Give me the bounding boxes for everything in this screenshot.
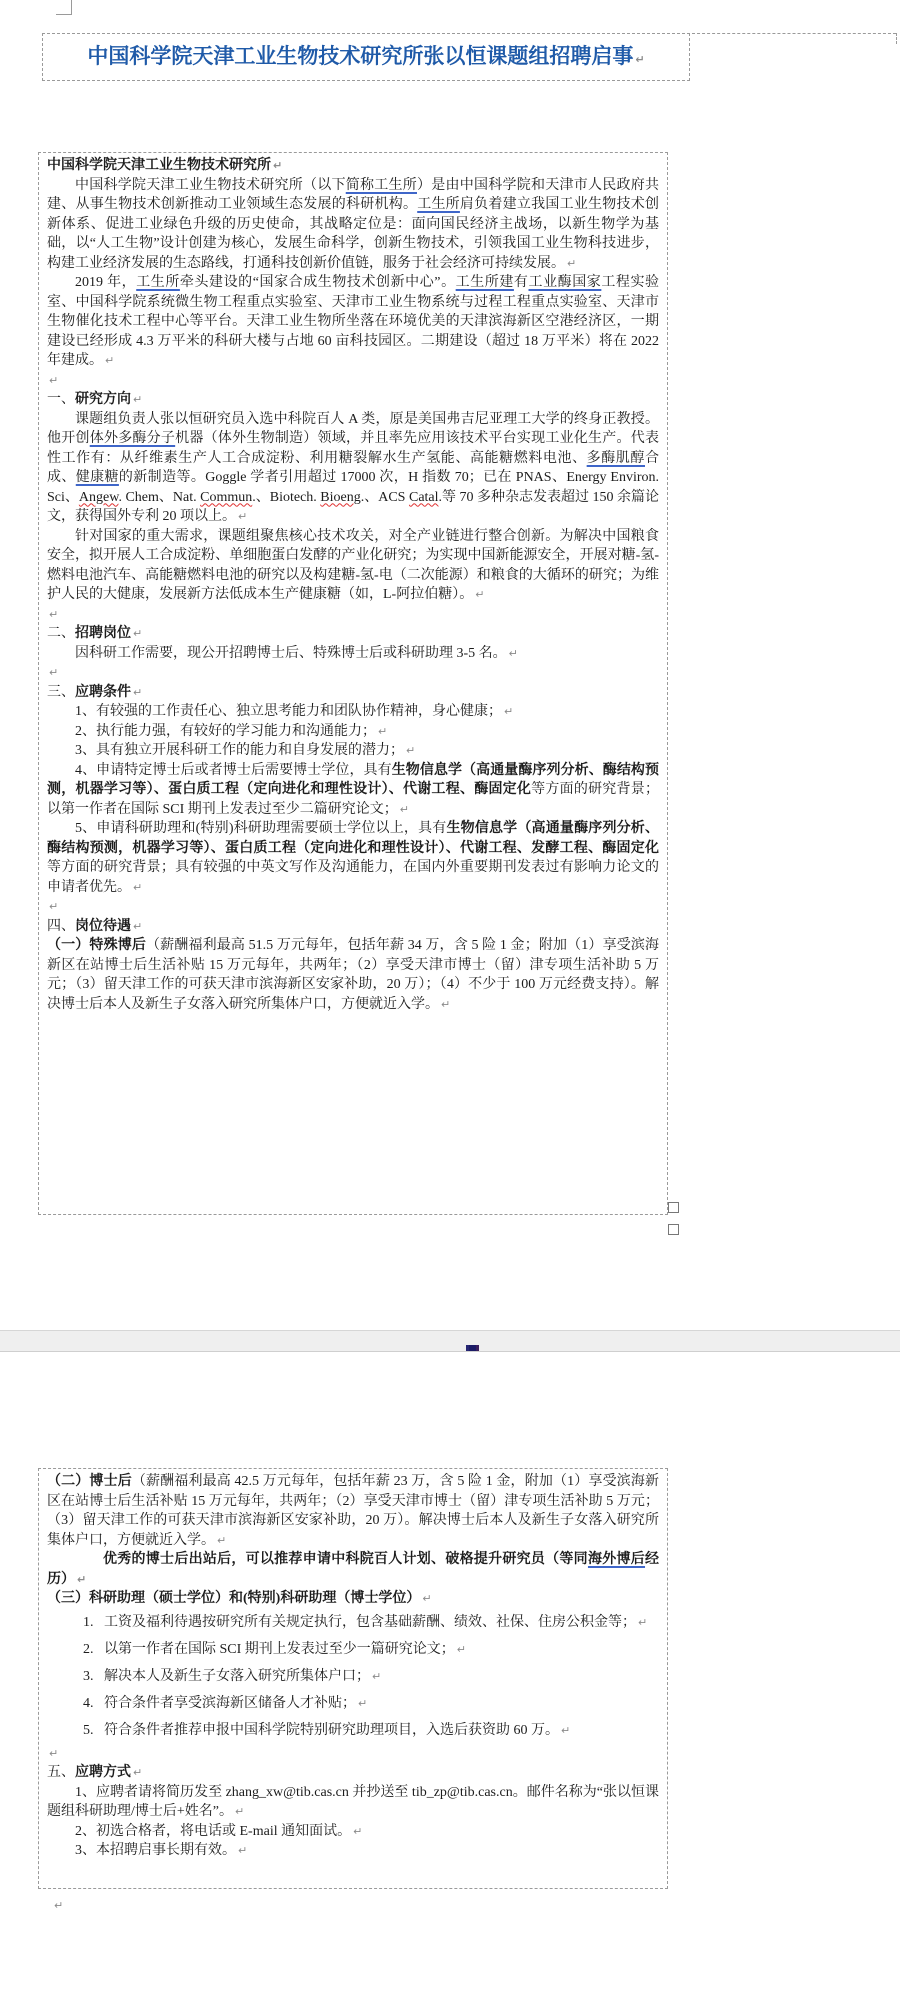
- pilcrow-mark: ↵: [238, 1844, 248, 1857]
- pilcrow-mark: ↵: [372, 1669, 382, 1683]
- text-run: 课题组负责人张以恒研究员入选中科院百人 A 类，原是美国弗吉尼亚理工大学的终身正教授。他开创: [47, 411, 659, 446]
- paragraph: [47, 1609, 659, 1636]
- paragraph: [47, 702, 659, 722]
- text-run: .等 70 多种杂志发表超过 150 余篇论文，获得国外专利 20 项以上。: [47, 489, 660, 524]
- paragraph: [47, 663, 659, 683]
- page-2: [0, 1352, 900, 1993]
- text-run: 1. 工资及福利待遇按研究所有关规定执行，包含基础薪酬、绩效、社保、住房公积金等；: [83, 1614, 636, 1630]
- text-run: Catal: [408, 489, 439, 505]
- pilcrow-mark: ↵: [133, 393, 143, 406]
- trailing-paragraph: [52, 1896, 63, 1916]
- pilcrow-mark: ↵: [133, 919, 143, 933]
- paragraph: [43, 34, 689, 80]
- pilcrow-mark: ↵: [406, 744, 416, 757]
- paragraph: [47, 1663, 659, 1690]
- pilcrow-mark: ↵: [105, 354, 115, 367]
- pilcrow-mark: ↵: [635, 53, 645, 66]
- text-run: Commun: [200, 489, 253, 505]
- text-run: .、ACS: [360, 489, 409, 505]
- text-run: 因科研工作需要，现公开招聘博士后、特殊博士后或科研助理 3-5 名。: [75, 645, 507, 661]
- text-run: 5. 符合条件者推荐申报中国科学院特别研究助理项目，入选后获资助 60 万。: [83, 1722, 559, 1738]
- paragraph: [47, 1717, 659, 1744]
- frame-resize-handle[interactable]: [668, 1224, 679, 1235]
- title-text-frame: [42, 33, 690, 81]
- text-run: 生物信息学（高通量酶序列分析、酶结构预测，机器学习等）、蛋白质工程（定向进化和理性设计）、代谢工程、发酵工程、酶固定化: [47, 821, 659, 856]
- paragraph: [47, 1763, 659, 1783]
- pilcrow-mark: ↵: [273, 159, 283, 172]
- text-run: 三、: [47, 684, 75, 700]
- pilcrow-mark: ↵: [422, 1592, 432, 1605]
- paragraph: [47, 1744, 659, 1764]
- paragraph: [47, 936, 659, 1014]
- text-frame-page-2: [38, 1468, 668, 1889]
- text-run: 3. 解决本人及新生子女落入研究所集体户口；: [83, 1668, 370, 1684]
- page-separator[interactable]: [0, 1330, 900, 1352]
- pilcrow-mark: ↵: [133, 685, 143, 699]
- text-run: .、Biotech.: [252, 489, 321, 505]
- text-run: 简称工生所: [345, 177, 417, 193]
- text-run: 优秀的博士后出站后，可以推荐申请中科院百人计划、破格提升研究员（等同: [103, 1552, 588, 1567]
- text-run: 1、有较强的工作责任心、独立思考能力和团队协作精神，身心健康；: [75, 704, 502, 719]
- text-run: 应聘条件: [75, 684, 131, 700]
- text-run: 3、具有独立开展科研工作的能力和自身发展的潜力；: [75, 743, 404, 758]
- pilcrow-mark: ↵: [217, 1533, 227, 1547]
- text-run: 海外博后: [587, 1552, 646, 1567]
- text-run: Angew: [78, 489, 119, 505]
- pilcrow-mark: ↵: [49, 607, 59, 621]
- pilcrow-mark: ↵: [49, 666, 59, 679]
- paragraph: [47, 819, 659, 897]
- text-run: 五、: [47, 1765, 75, 1780]
- text-run: 2、执行能力强，有较好的学习能力和沟通能力；: [75, 723, 376, 739]
- paragraph: [47, 1822, 659, 1842]
- paragraph: [47, 371, 659, 391]
- text-run: 的新制造等。Goggle 学者引用超过 17000 次，H 指数 70；已在 PNAS、Energy Environ. Sci、: [47, 470, 660, 505]
- pilcrow-mark: ↵: [456, 1642, 467, 1656]
- paragraph: [47, 624, 659, 644]
- paragraph: [47, 390, 659, 410]
- text-run: 针对国家的重大需求，课题组聚焦核心技术攻关，对全产业链进行整合创新。为解决中国粮食安全，拟开展人工合成淀粉、单细胞蛋白发酵的产业化研究；为实现中国新能源安全，开展对糖-氢-燃料电池汽车、高能糖燃料电池的研究以及构建糖-氢-电（二次能源）和粮食的大循环的研究；为维护人民的大健康，发展新方法低成本生产健康糖（如，L-阿拉伯糖）。: [47, 528, 659, 602]
- text-run: 四、: [47, 918, 75, 934]
- pilcrow-mark: ↵: [399, 802, 410, 816]
- paragraph: [47, 527, 659, 605]
- text-run: 2019 年，: [75, 275, 137, 290]
- text-run: 有: [513, 275, 529, 290]
- text-run: 研究方向: [75, 392, 131, 407]
- pilcrow-mark: ↵: [49, 900, 59, 913]
- frame-resize-handle[interactable]: [668, 1202, 679, 1213]
- paragraph: [47, 605, 659, 625]
- pilcrow-mark: ↵: [54, 1899, 64, 1912]
- text-run: 中国科学院天津工业生物技术研究所: [47, 158, 271, 173]
- paragraph: [47, 1783, 659, 1822]
- text-run: 岗位待遇: [75, 918, 131, 934]
- text-run: 工生所: [417, 197, 460, 212]
- paragraph: [47, 410, 659, 527]
- text-run: （三）科研助理（硕士学位）和(特别)科研助理（博士学位）: [47, 1591, 421, 1606]
- pilcrow-mark: ↵: [353, 1824, 363, 1838]
- margin-crop-mark: [71, 0, 72, 15]
- text-run: （薪酬福利最高 42.5 万元每年，包括年薪 23 万，含 5 险 1 金，附加（1）享受滨海新区在站博士后生活补贴 15 万元每年，共两年；（2）享受天津市博士（留）津专项生活补助 5 万元；（3）留天津工作的可获天津市滨海新区安家补助，20 万）。解决博士后本人及新生子女落入研究所集体户口，方便就近入学。: [47, 1474, 660, 1548]
- pilcrow-mark: ↵: [235, 1805, 245, 1818]
- text-run: 2、初选合格者，将电话或 E-mail 通知面试。: [75, 1823, 352, 1839]
- paragraph: [47, 1589, 659, 1609]
- text-run: （二）博士后: [47, 1474, 132, 1489]
- pilcrow-mark: ↵: [238, 510, 248, 523]
- paragraph: [47, 156, 659, 176]
- text-run: 等方面的研究背景；具有较强的中英文写作及沟通能力，在国内外重要期刊发表过有影响力论文的申请者优先。: [47, 860, 659, 895]
- pilcrow-mark: ↵: [358, 1696, 368, 1710]
- paragraph: [47, 1690, 659, 1717]
- pilcrow-mark: ↵: [49, 1746, 59, 1760]
- paragraph: [47, 722, 659, 742]
- paragraph: [47, 644, 659, 664]
- text-run: 牵头建设的“国家合成生物技术创新中心”。: [179, 275, 456, 290]
- page-number-mark: [466, 1345, 479, 1351]
- text-run: 中国科学院天津工业生物技术研究所张以恒课题组招聘启事: [87, 44, 634, 68]
- text-run: 5、申请科研助理和(特别)科研助理需要硕士学位以上，具有: [75, 821, 447, 836]
- text-run: 二、: [47, 626, 75, 641]
- text-run: （一）特殊博后: [47, 938, 147, 953]
- pilcrow-mark: ↵: [441, 997, 451, 1011]
- text-run: 招聘岗位: [75, 626, 131, 641]
- paragraph: [52, 1896, 63, 1916]
- text-run: 工生所建: [455, 275, 514, 290]
- paragraph: [47, 1472, 659, 1550]
- text-run: 中国科学院天津工业生物技术研究所（以下: [75, 177, 346, 193]
- margin-crop-mark: [56, 14, 72, 15]
- pilcrow-mark: ↵: [133, 880, 143, 894]
- pilcrow-mark: ↵: [378, 724, 388, 738]
- paragraph: [47, 683, 659, 703]
- text-run: ）是由中国科学院和天津市人民政府共建、从事生物技术创新推动工业领域生态发展的科研机构。: [47, 177, 659, 212]
- paragraph: [47, 761, 659, 820]
- paragraph: [47, 1636, 659, 1663]
- text-run: 生物信息学（高通量酶序列分析、酶结构预测，机器学习等）、蛋白质工程（定向进化和理性设计）、代谢工程、酶固定化: [47, 762, 660, 797]
- text-run: 机器（体外生物制造）领域，并且率先应用该技术平台实现工业化生产。代表性工作有：从纤维素生产人工合成淀粉、利用糖裂解水生产氢能、高能糖燃料电池、: [47, 431, 660, 466]
- pilcrow-mark: ↵: [504, 705, 514, 718]
- text-run: 工业酶国家: [528, 275, 602, 290]
- text-run: 合成、: [47, 450, 659, 485]
- paragraph: [47, 1550, 659, 1589]
- text-run: 一、: [47, 392, 75, 407]
- pilcrow-mark: ↵: [77, 1572, 87, 1586]
- pilcrow-mark: ↵: [133, 627, 143, 640]
- text-run: 工生所: [136, 275, 180, 290]
- pilcrow-mark: ↵: [567, 256, 577, 270]
- text-run: 体外多酶分子: [89, 431, 176, 446]
- text-boundary-line: [896, 33, 897, 44]
- paragraph: [47, 741, 659, 761]
- text-run: 经历）: [47, 1552, 660, 1587]
- text-run: 健康糖: [75, 470, 119, 485]
- paragraph: [47, 917, 659, 937]
- text-run: 工程实验室、中国科学院系统微生物工程重点实验室、天津市工业生物系统与过程工程重点实验室、天津市生物催化技术工程中心等平台。天津工业生物所坐落在环境优美的天津滨海新区空港经济区，一期建设已经形成 4.3 万平米的科研大楼与占地 60 亩科技园区。二期建设（超过 18 万平米）将在 2022 年建成。: [47, 275, 660, 368]
- text-run: Bioeng: [320, 489, 361, 505]
- paragraph: [47, 273, 659, 371]
- paragraph: [47, 897, 659, 917]
- text-run: 4. 符合条件者享受滨海新区储备人才补贴；: [83, 1695, 356, 1711]
- text-run: 2. 以第一作者在国际 SCI 期刊上发表过至少一篇研究论文；: [83, 1641, 455, 1657]
- text-run: （薪酬福利最高 51.5 万元每年，包括年薪 34 万，含 5 险 1 金；附加（1）享受滨海新区在站博士后生活补贴 15 万元每年，共两年；（2）享受天津市博士（留）津专项生活补助 5 万元；（3）留天津工作的可获天津市滨海新区安家补助，20 万）；（4）不少于 100 万元经费支持）。解决博士后本人及新生子女落入研究所集体户口，方便就近入学。: [47, 938, 660, 1012]
- pilcrow-mark: ↵: [475, 588, 485, 601]
- text-run: 多酶肌醇: [586, 450, 645, 466]
- pilcrow-mark: ↵: [508, 646, 518, 660]
- text-run: 等方面的研究背景；以第一作者在国际 SCI 期刊上发表过至少二篇研究论文；: [47, 782, 660, 817]
- text-run: 4、申请特定博士后或者博士后需要博士学位，具有: [75, 762, 392, 778]
- text-run: 3、本招聘启事长期有效。: [75, 1843, 236, 1858]
- document-title: [43, 34, 689, 80]
- pilcrow-mark: ↵: [561, 1723, 571, 1737]
- text-run: 1、应聘者请将简历发至 zhang_xw@tib.cas.cn 并抄送至 tib_zp@tib.cas.cn。邮件名称为“张以恒课题组科研助理/博士后+姓名”。: [47, 1784, 659, 1819]
- paragraph: [47, 176, 659, 274]
- paragraph: [47, 1841, 659, 1861]
- text-boundary-line: [692, 33, 896, 34]
- pilcrow-mark: ↵: [49, 373, 59, 387]
- text-run: . Chem、Nat.: [118, 489, 201, 505]
- pilcrow-mark: ↵: [638, 1615, 648, 1629]
- text-run: 肩负着建立我国工业生物技术创新体系、促进工业绿色升级的历史使命，其战略定位是：面向国民经济主战场，以新生物学为基础，以“人工生物”设计创建为核心，发展生命科学，创新生物技术，引领我国工业生物科技进步，构建工业经济发展的生态路线，打通科技创新价值链，服务于社会经济可持续发展。: [47, 197, 660, 271]
- pilcrow-mark: ↵: [133, 1766, 143, 1779]
- text-run: 应聘方式: [75, 1765, 131, 1780]
- text-frame-page-1: [38, 152, 668, 1215]
